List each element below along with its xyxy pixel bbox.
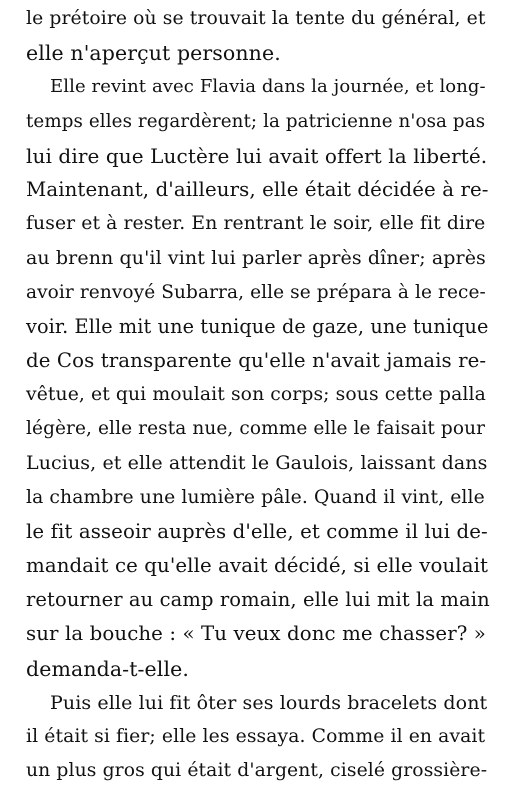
text-line: sur la bouche : « Tu veux donc me chasser? » — [26, 622, 486, 646]
text-line: retourner au camp romain, elle lui mit la main — [26, 588, 490, 612]
text-line: avoir renvoyé Subarra, elle se prépara à le rece- — [26, 281, 486, 303]
text-line: la chambre une lumière pâle. Quand il vint, elle — [26, 486, 485, 508]
text-line: il était si fier; elle les essaya. Comme il en avait — [26, 725, 486, 747]
text-line: le fit asseoir auprès d'elle, et comme il lui de- — [26, 519, 488, 543]
text-line: légère, elle resta nue, comme elle le faisait pour — [26, 418, 486, 440]
text-line: Maintenant, d'ailleurs, elle était décidée à re- — [26, 177, 489, 201]
text-line: mandait ce qu'elle avait décidé, si elle voulait — [26, 554, 489, 577]
text-line: demanda-t-elle. — [26, 656, 189, 681]
text-body — [26, 2, 490, 788]
text-line: un plus gros qui était d'argent, ciselé grossière- — [26, 760, 488, 782]
text-line: lui dire que Luctère lui avait offert la liberté. — [26, 143, 488, 168]
text-line: vêtue, et qui moulait son corps; sous cette palla — [26, 384, 486, 406]
text-line: de Cos transparente qu'elle n'avait jamais re- — [26, 348, 487, 372]
text-line: voir. Elle mit une tunique de gaze, une tunique — [26, 314, 489, 338]
text-line: au brenn qu'il vint lui parler après dîner; après — [26, 247, 486, 270]
text-line: Puis elle lui fit ôter ses lourds bracelets dont — [50, 691, 488, 714]
text-line: le prétoire où se trouvait la tente du général, et — [26, 8, 486, 29]
text-line: Lucius, et elle attendit le Gaulois, laissant dans — [26, 452, 488, 475]
text-line: Elle revint avec Flavia dans la journée, et long- — [50, 76, 486, 98]
text-line: elle n'aperçut personne. — [26, 41, 281, 66]
text-line: temps elles regardèrent; la patricienne n'osa pas — [26, 110, 486, 132]
text-line: fuser et à rester. En rentrant le soir, elle fit dire — [26, 213, 486, 235]
